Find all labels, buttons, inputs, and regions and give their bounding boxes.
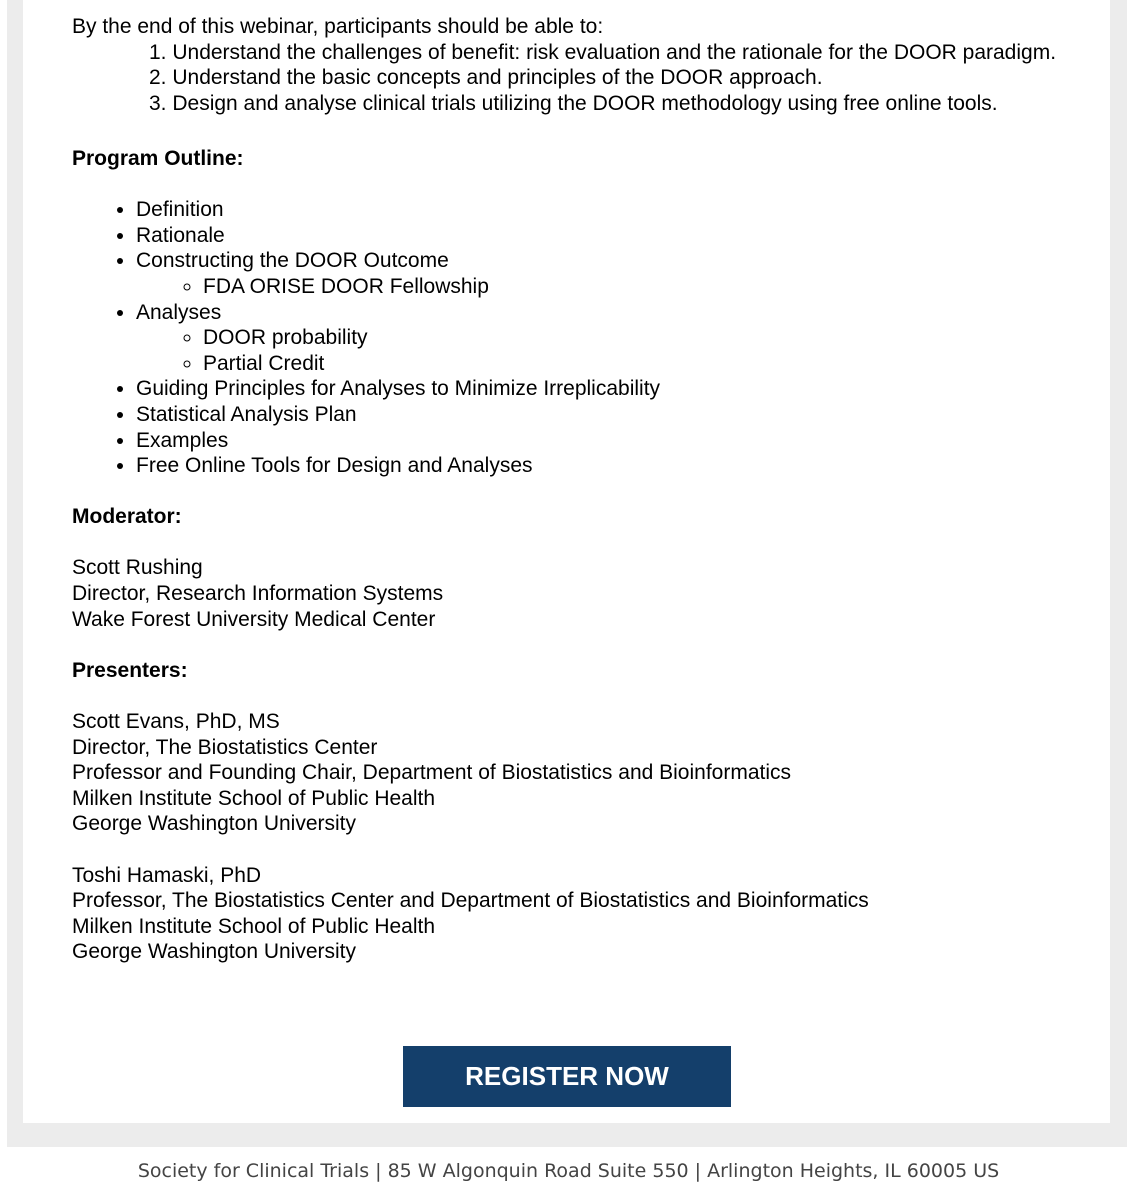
list-item: • Constructing the DOOR Outcome ◦ FDA ORISE DOOR Fellowship — [136, 248, 1102, 299]
footer-address: Society for Clinical Trials | 85 W Algonquin Road Suite 550 | Arlington Heights, IL 60005 US — [137, 1160, 1000, 1182]
register-now-button[interactable]: REGISTER NOW — [403, 1046, 731, 1107]
objectives-list — [72, 40, 1102, 117]
intro-text: By the end of this webinar, participants should be able to: — [72, 15, 604, 38]
presenter-name: Toshi Hamaski, PhD — [72, 863, 262, 887]
list-item: • Analyses ◦ DOOR probability ◦ Partial Credit — [136, 300, 1102, 377]
list-item: • Statistical Analysis Plan — [136, 402, 1102, 428]
moderator-org: Wake Forest University Medical Center — [72, 607, 436, 631]
list-item: ◦ Partial Credit — [203, 351, 1102, 377]
moderator-title: Director, Research Information Systems — [72, 582, 444, 606]
list-item: ◦ DOOR probability — [203, 325, 1102, 351]
presenter-line: Milken Institute School of Public Health — [72, 914, 436, 938]
webinar-details — [72, 14, 1102, 965]
list-item: ◦ FDA ORISE DOOR Fellowship — [203, 274, 1102, 300]
presenter-line: Milken Institute School of Public Health — [72, 786, 436, 810]
email-body — [23, 0, 1110, 1123]
list-item: • Definition — [136, 197, 1102, 223]
objective: 3. Design and analyse clinical trials utilizing the DOOR methodology using free online tools. — [149, 91, 998, 115]
list-item: • Rationale — [136, 223, 1102, 249]
objective: 2. Understand the basic concepts and principles of the DOOR approach. — [149, 66, 823, 90]
moderator-name: Scott Rushing — [72, 556, 203, 580]
list-item: • Free Online Tools for Design and Analyses — [136, 453, 1102, 479]
outline-list — [72, 197, 1102, 479]
objective: 1. Understand the challenges of benefit: risk evaluation and the rationale for the DOOR paradigm. — [149, 40, 1057, 64]
list-item: • Examples — [136, 428, 1102, 454]
presenter-line: George Washington University — [72, 812, 357, 836]
outline-heading: Program Outline: — [72, 146, 244, 170]
presenter-line: Professor and Founding Chair, Department of Biostatistics and Bioinformatics — [72, 761, 792, 785]
presenter-line: George Washington University — [72, 940, 357, 964]
presenter-name: Scott Evans, PhD, MS — [72, 710, 280, 734]
presenter-line: Director, The Biostatistics Center — [72, 735, 378, 759]
presenter-line: Professor, The Biostatistics Center and Department of Biostatistics and Bioinformatics — [72, 889, 869, 913]
list-item: • Guiding Principles for Analyses to Minimize Irreplicability — [136, 376, 1102, 402]
moderator-heading: Moderator: — [72, 505, 182, 529]
presenters-heading: Presenters: — [72, 658, 188, 682]
